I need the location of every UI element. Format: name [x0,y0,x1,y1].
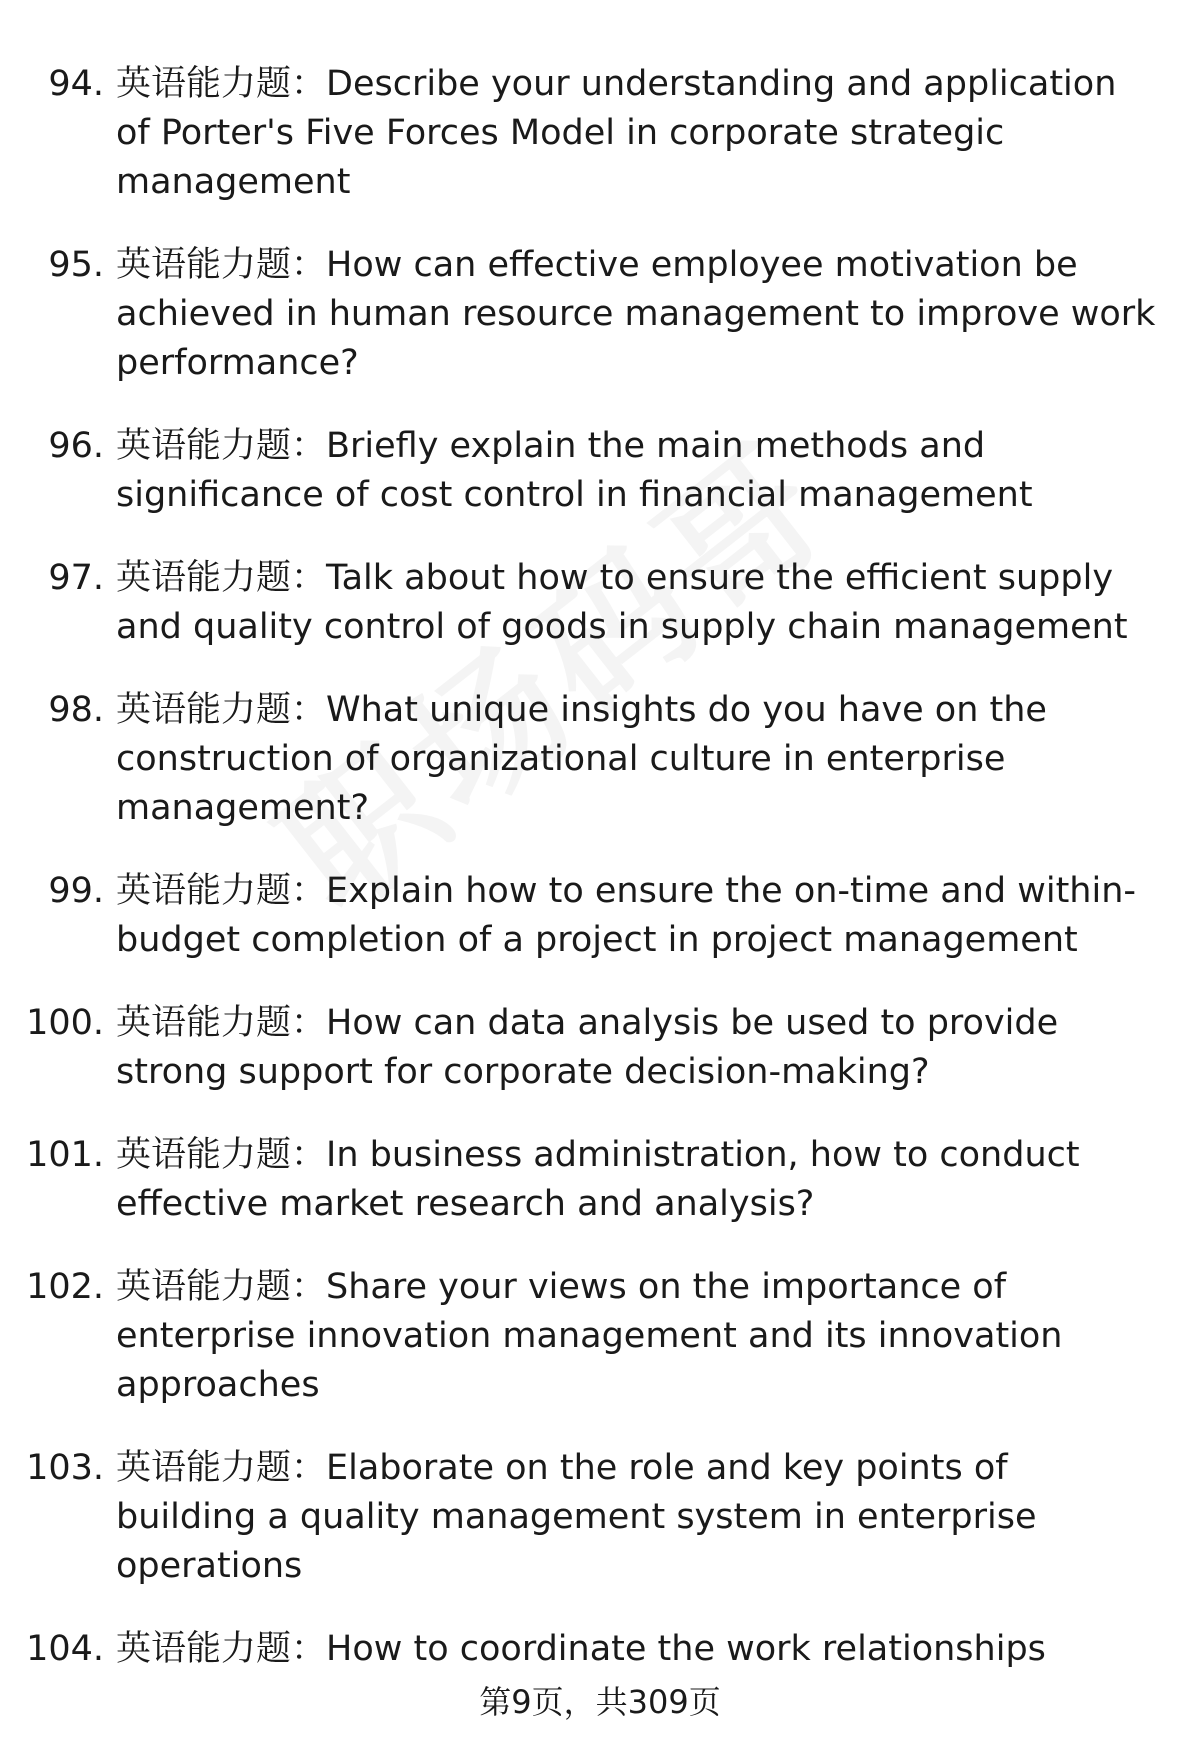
question-item [0,686,1200,833]
question-number: 94. [48,64,104,104]
question-item [0,422,1200,520]
question-number: 96. [48,426,104,466]
question-text: 英语能力题：How can data analysis be used to provide strong support for corporate decision-making? [116,1003,1059,1092]
question-number: 95. [48,245,104,285]
question-text: 英语能力题：Briefly explain the main methods and significance of cost control in financial management [116,426,1033,515]
question-item [0,60,1200,207]
question-item [0,999,1200,1097]
question-number: 101. [26,1135,104,1175]
question-number: 102. [26,1267,104,1307]
question-item [0,1444,1200,1591]
question-item [0,1131,1200,1229]
question-text: 英语能力题：Describe your understanding and application of Porter's Five Forces Model in corporate strategic management [116,64,1117,202]
question-number: 103. [26,1448,104,1488]
question-number: 100. [26,1003,104,1043]
question-number: 98. [48,690,104,730]
page-footer: 第9页，共309页 [479,1683,721,1721]
question-text: 英语能力题：Talk about how to ensure the efficient supply and quality control of goods in supply chain management [116,558,1128,647]
question-text: 英语能力题：Explain how to ensure the on-time and within-budget completion of a project in project management [116,871,1137,960]
question-text: 英语能力题：Elaborate on the role and key points of building a quality management system in enterprise operations [116,1448,1037,1586]
question-item [0,867,1200,965]
question-text: 英语能力题：How can effective employee motivation be achieved in human resource management to improve work performance? [116,245,1156,383]
question-text: 英语能力题：How to coordinate the work relationships [116,1629,1046,1669]
question-text: 英语能力题：In business administration, how to conduct effective market research and analysis? [116,1135,1080,1224]
question-text: 英语能力题：Share your views on the importance of enterprise innovation management and its innovation approaches [116,1267,1063,1405]
question-item [0,1625,1200,1674]
question-item [0,241,1200,388]
question-number: 97. [48,558,104,598]
question-list [0,60,1200,1708]
question-item [0,1263,1200,1410]
question-text: 英语能力题：What unique insights do you have on the construction of organizational culture in enterprise management? [116,690,1047,828]
question-item [0,554,1200,652]
question-number: 104. [26,1629,104,1669]
question-number: 99. [48,871,104,911]
